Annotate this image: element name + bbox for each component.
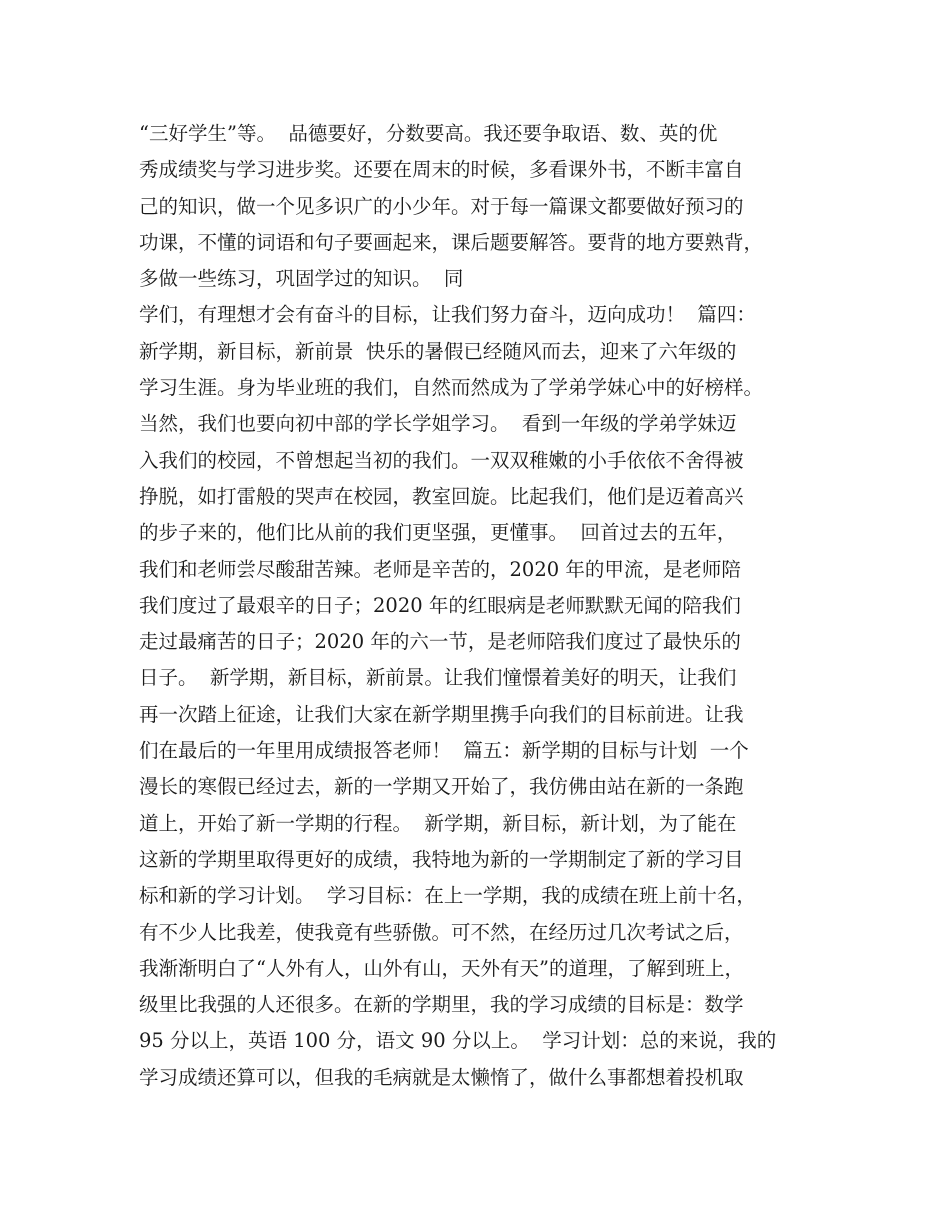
- text-line: 日子。 新学期，新目标，新前景。让我们憧憬着美好的明天，让我们: [139, 666, 737, 690]
- text-line: “三好学生”等。 品德要好，分数要高。我还要争取语、数、英的优: [139, 122, 718, 145]
- text-line: 我渐渐明白了“人外有人，山外有山，天外有天”的道理，了解到班上，: [139, 956, 744, 980]
- text-line: 这新的学期里取得更好的成绩，我特地为新的一学期制定了新的学习目: [139, 847, 744, 871]
- text-line: 级里比我强的人还很多。在新的学期里，我的学习成绩的目标是：数学: [139, 993, 744, 1017]
- text-line: 们在最后的一年里用成绩报答老师！ 篇五：新学期的目标与计划 一个: [139, 739, 749, 763]
- text-line: 学习成绩还算可以，但我的毛病就是太懒惰了，做什么事都想着投机取: [139, 1065, 744, 1089]
- text-line: 有不少人比我差，使我竟有些骄傲。可不然，在经历过几次考试之后，: [139, 920, 744, 944]
- text-line: 入我们的校园，不曾想起当初的我们。一双双稚嫩的小手依依不舍得被: [139, 448, 744, 472]
- text-line: 漫长的寒假已经过去，新的一学期又开始了，我仿佛由站在新的一条跑: [139, 775, 744, 799]
- text-line: 再一次踏上征途，让我们大家在新学期里携手向我们的目标前进。让我: [139, 702, 744, 726]
- text-line: 我们度过了最艰辛的日子；2020 年的红眼病是老师默默无闻的陪我们: [139, 593, 741, 617]
- text-line: 秀成绩奖与学习进步奖。还要在周末的时候，多看课外书，不断丰富自: [139, 158, 744, 182]
- text-line: 挣脱，如打雷般的哭声在校园，教室回旋。比起我们，他们是迈着高兴: [139, 484, 744, 508]
- text-line: 95 分以上，英语 100 分，语文 90 分以上。 学习计划：总的来说，我的: [139, 1029, 777, 1053]
- text-line: 学习生涯。身为毕业班的我们，自然而然成为了学弟学妹心中的好榜样。: [139, 376, 764, 400]
- text-line: 标和新的学习计划。 学习目标：在上一学期，我的成绩在班上前十名，: [139, 884, 756, 908]
- text-line: 道上，开始了新一学期的行程。 新学期，新目标，新计划，为了能在: [139, 811, 737, 835]
- text-line: 当然，我们也要向初中部的学长学姐学习。 看到一年级的学弟学妹迈: [139, 412, 737, 436]
- text-line: 走过最痛苦的日子；2020 年的六一节，是老师陪我们度过了最快乐的: [139, 630, 741, 654]
- body-text: [139, 116, 839, 1096]
- text-line: 多做一些练习，巩固学过的知识。 同: [139, 267, 464, 291]
- text-line: 己的知识，做一个见多识广的小少年。对于每一篇课文都要做好预习的: [139, 194, 744, 218]
- text-line: 功课，不懂的词语和句子要画起来，课后题要解答。要背的地方要熟背，: [139, 230, 764, 254]
- text-line: 的步子来的，他们比从前的我们更坚强，更懂事。 回首过去的五年，: [139, 521, 737, 545]
- text-line: 新学期，新目标，新前景 快乐的暑假已经随风而去，迎来了六年级的: [139, 339, 737, 363]
- text-line: 我们和老师尝尽酸甜苦辣。老师是辛苦的，2020 年的甲流，是老师陪: [139, 557, 741, 581]
- text-line: 学们，有理想才会有奋斗的目标，让我们努力奋斗，迈向成功！ 篇四：: [139, 303, 756, 327]
